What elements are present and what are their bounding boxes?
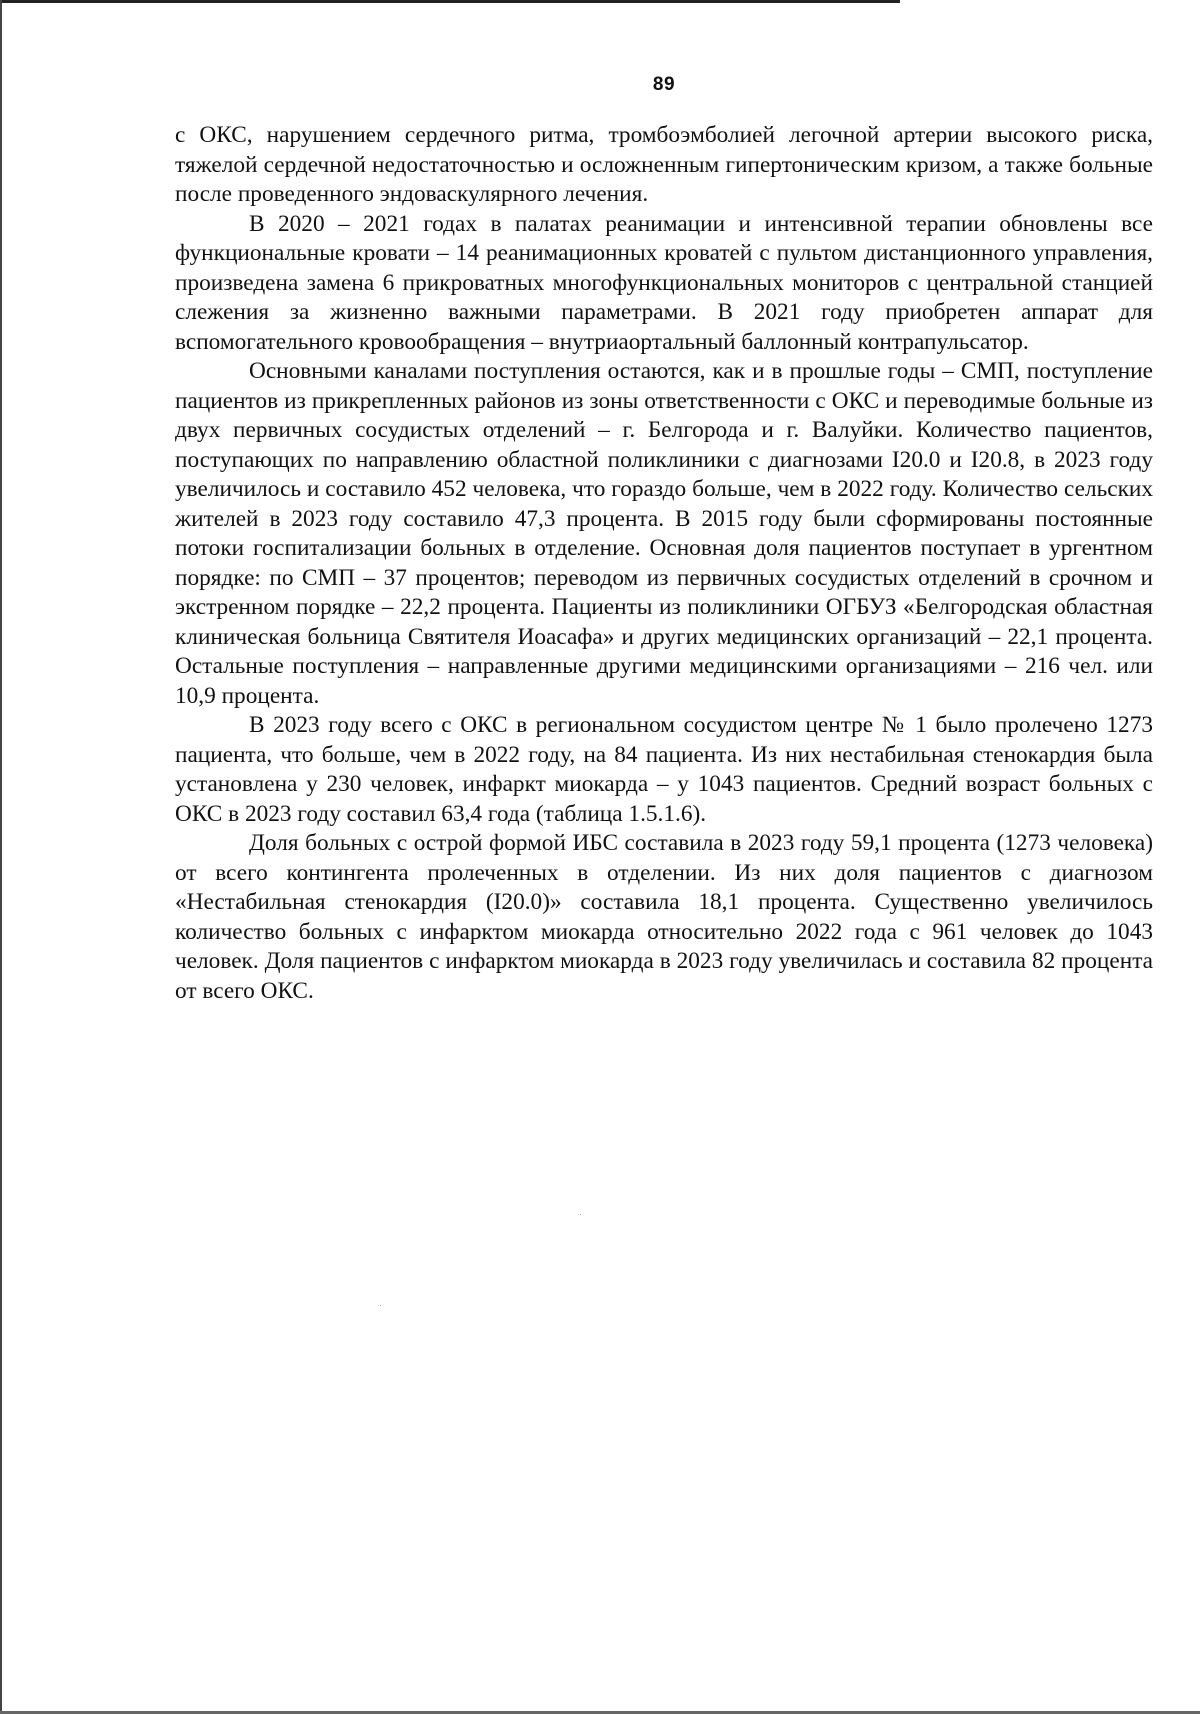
paragraph-continuation: с ОКС, нарушением сердечного ритма, тромбоэмболией легочной артерии высокого риска, тяжелой сердечной недостаточностью и осложненным гипертоническим кризом, а также больные после проведенного эндоваскулярного лечения.	[175, 122, 1153, 207]
paragraph-ihd-share: Доля больных с острой формой ИБС составила в 2023 году 59,1 процента (1273 человека) от всего контингента пролеченных в отделении. Из них доля пациентов с диагнозом «Нестабильная стенокардия (I20.0)» составила 18,1 процента. Существенно увеличилось количество больных с инфарктом миокарда относительно 2022 года с 961 человек до 1043 человек. Доля пациентов с инфарктом миокарда в 2023 году увеличилась и составила 82 процента от всего ОКС.	[175, 830, 1153, 1004]
scan-speck	[380, 1305, 381, 1306]
page-number: 89	[652, 74, 676, 95]
scan-top-edge	[0, 0, 900, 3]
paragraph-treated-patients: В 2023 году всего с ОКС в региональном сосудистом центре № 1 было пролечено 1273 пациента, что больше, чем в 2022 году, на 84 пациента. Из них нестабильная стенокардия была установлена у 230 человек, инфаркт миокарда – у 1043 пациентов. Средний возраст больных с ОКС в 2023 году составил 63,4 года (таблица 1.5.1.6).	[175, 712, 1153, 827]
paragraph-admission-channels: Основными каналами поступления остаются, как и в прошлые годы – СМП, поступление пациентов из прикрепленных районов из зоны ответственности с ОКС и переводимые больные из двух первичных сосудистых отделений – г. Белгорода и г. Валуйки. Количество пациентов, поступающих по направлению областной поликлиники с диагнозами I20.0 и I20.8, в 2023 году увеличилось и составило 452 человека, что гораздо больше, чем в 2022 году. Количество сельских жителей в 2023 году составило 47,3 процента. В 2015 году были сформированы постоянные потоки госпитализации больных в отделение. Основная доля пациентов поступает в ургентном порядке: по СМП – 37 процентов; переводом из первичных сосудистых отделений в срочном и экстренном порядке – 22,2 процента. Пациенты из поликлиники ОГБУЗ «Белгородская областная клиническая больница Святителя Иоасафа» и других медицинских организаций – 22,1 процента. Остальные поступления – направленные другими медицинскими организациями – 216 чел. или 10,9 процента.	[175, 358, 1153, 709]
paragraph-equipment: В 2020 – 2021 годах в палатах реанимации и интенсивной терапии обновлены все функциональные кровати – 14 реанимационных кроватей с пультом дистанционного управления, произведена замена 6 прикроватных многофункциональных мониторов с центральной станцией слежения за жизненно важными параметрами. В 2021 году приобретен аппарат для вспомогательного кровообращения – внутриаортальный баллонный контрапульсатор.	[175, 210, 1153, 355]
scan-speck	[580, 1214, 581, 1215]
document-body	[175, 121, 1153, 1006]
scan-left-edge	[0, 0, 2, 1714]
